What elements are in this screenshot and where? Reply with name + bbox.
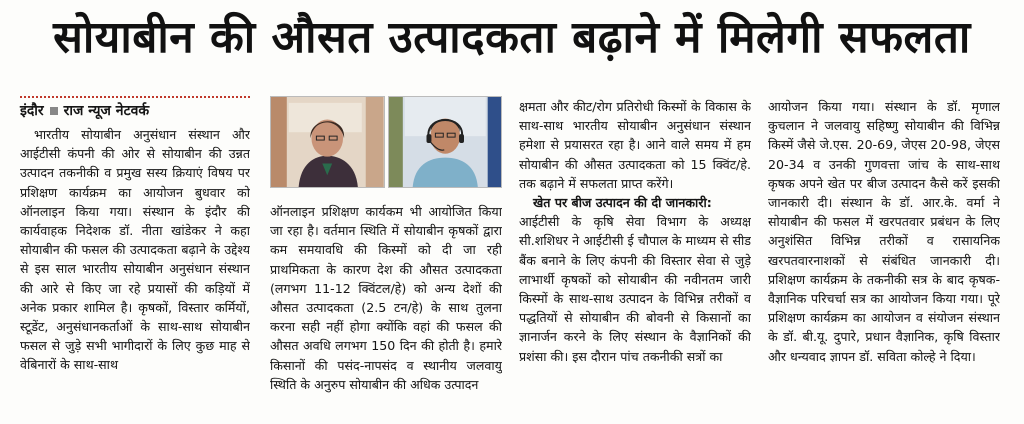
paragraph: भारतीय सोयाबीन अनुसंधान संस्थान और आईटीसी कंपनी की ओर से सोयाबीन की उन्नत उत्पादन तकनीकी व प्रमुख सस्य क्रियाएं विषय पर प्रशिक्षण कार्यक्रम का आयोजन बुधवार को ऑनलाइन किया गया। संस्थान के इंदौर की कार्यवाहक निदेशक डॉ. नीता खांडेकर ने कहा सोयाबीन की फसल की उत्पादकता बढ़ाने के उद्देश्य से इस साल भारतीय सोयाबीन अनुसंधान संस्थान की आरे से किए जा रहे प्रयासों की कड़ियों में अनेक प्रकार शामिल है। कृषकों, विस्तार कर्मियों, स्टूडेंट, अनुसंधानकर्ताओं के साथ-साथ सोयाबीन फसल से जुड़े सभी भागीदारों के लिए कुछ माह से वेबिनारों के साथ-साथ: [20, 127, 250, 373]
woman-speaker-illustration: [271, 97, 384, 187]
byline-separator-icon: [50, 107, 58, 115]
article-column-2: [270, 202, 502, 422]
paragraph: ऑनलाइन प्रशिक्षण कार्यकम भी आयोजित किया जा रहा है। वर्तमान स्थिति में सोयाबीन कृषकों द्वारा कम समयावधि की किस्मों को दी जा रही प्राथमिकता के कारण देश की औसत उत्पादकता (लगभग 11-12 क्विंटल/हे) को अन्य देशों की औसत उत्पादकता (2.5 टन/हे) के साथ तुलना करना सही नहीं होगा क्योंकि वहां की फसल की औसत अवधि लगभग 150 दिन की होती है। हमारे किसानों की पसंद-नापसंद व स्थानीय जलवायु स्थिति के अनुरुप सोयाबीन की अधिक उत्पादन: [270, 204, 502, 392]
paragraph: आयोजन किया गया। संस्थान के डॉ. मृणाल कुचलान ने जलवायु सहिष्णु सोयाबीन की विभिन्न किस्में जैसे जे.एस. 20-69, जेएस 20-98, जेएस 20-34 व उनकी गुणवत्ता जांच के साथ-साथ कृषक अपने खेत पर बीज उत्पादन कैसे करें इसकी जानकारी दी। संस्थान के डॉ. आर.के. वर्मा ने सोयाबीन की फसल में खरपतवार प्रबंधन के लिए अनुशंसित विभिन्न तरीकों व रासायनिक खरपतवारनाशकों से संबंधित जानकारी दी। प्रशिक्षण कार्यक्रम के तकनीकी सत्र के बाद कृषक-वैज्ञानिक परिचर्चा सत्र का आयोजन किया गया। पूरे प्रशिक्षण कार्यक्रम का आयोजन व संयोजन संस्थान के डॉ. बी.यू. दुपारे, प्रधान वैज्ञानिक, कृषि विस्तार और धन्यवाद ज्ञापन डॉ. सविता कोल्हे ने दिया।: [768, 99, 1000, 364]
paragraph: क्षमता और कीट/रोग प्रतिरोधी किस्मों के विकास के साथ-साथ भारतीय सोयाबीन अनुसंधान संस्थान हमेशा से प्रयासरत रहा है। आने वाले समय में हम सोयाबीन की औसत उत्पादकता को 15 क्विंट/हे. तक बढ़ाने में सफलता प्राप्त करेंगे।: [519, 99, 751, 191]
man-speaker-illustration: [389, 97, 502, 187]
photo-strip: [270, 96, 502, 188]
byline-agency: राज न्यूज नेटवर्क: [63, 103, 150, 119]
byline: [20, 101, 260, 121]
paragraph: आईटीसी के कृषि सेवा विभाग के अध्यक्ष सी.शशिधर ने आईटीसी ई चौपाल के माध्यम से सीड बैंक बनाने के लिए कंपनी की विस्तार सेवा से जुड़े लाभार्थी कृषकों को सोयाबीन की नवीनतम जारी किस्मों के साथ-साथ उत्पादन के विभिन्न तरीकों व पद्धतियों से सोयाबीन की बोवनी से किसानों का ज्ञानार्जन करने के लिए संस्थान के वैज्ञानिकों की प्रशंसा की। इस दौरान पांच तकनीकी सत्रों का: [519, 214, 751, 364]
article-column-1: [20, 125, 250, 421]
article-column-3: [519, 97, 751, 422]
article-column-4: [768, 97, 1000, 422]
woman-speaker-photo: [270, 96, 385, 188]
subheading: खेत पर बीज उत्पादन की दी जानकारी:: [533, 195, 712, 211]
man-speaker-headset-photo: [388, 96, 503, 188]
byline-city: इंदौर: [20, 103, 44, 119]
headline: सोयाबीन की औसत उत्पादकता बढ़ाने में मिलेगी सफलता: [53, 12, 971, 63]
byline-rule: [20, 96, 250, 98]
